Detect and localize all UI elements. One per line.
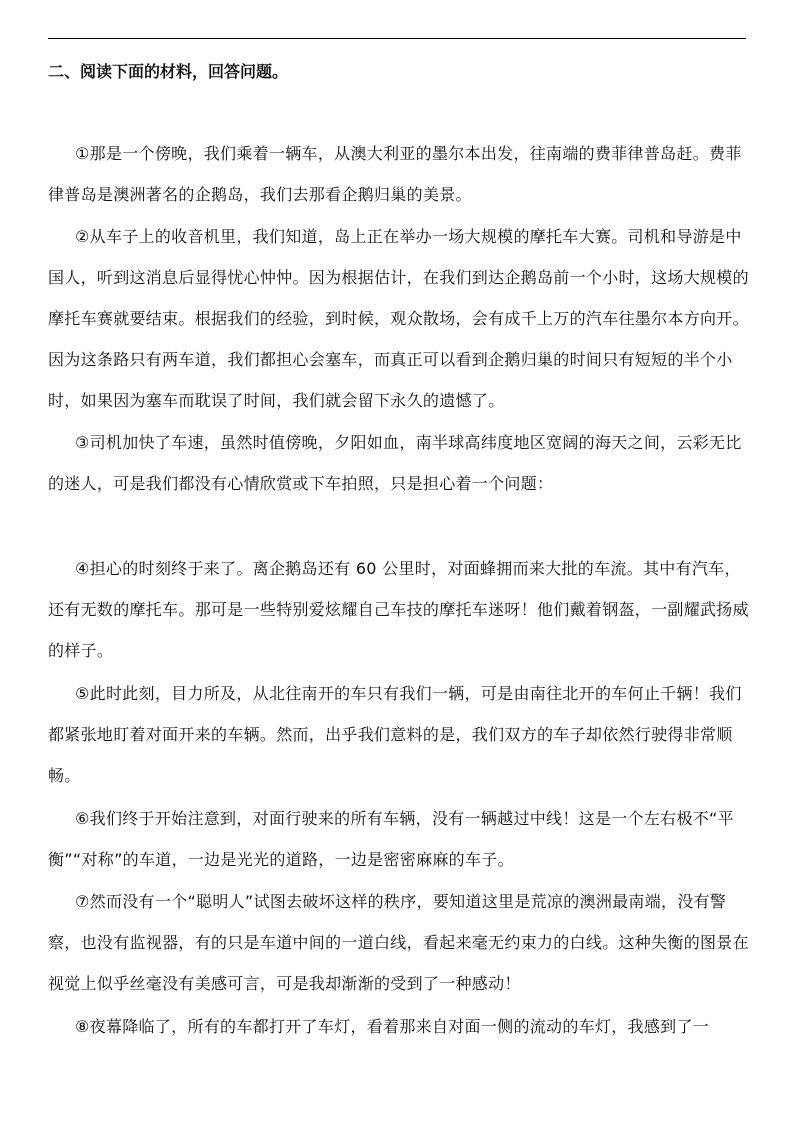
section-title: 二、阅读下面的材料，回答问题。 [48,62,289,81]
paragraph-3: ③司机加快了车速，虽然时值傍晚，夕阳如血，南半球高纬度地区宽阔的海天之间，云彩无比的迷人，可是我们都没有心情欣赏或下车拍照，只是担心着一个问题： [48,433,742,493]
header-rule [48,38,746,39]
paragraph-6: ⑥我们终于开始注意到，对面行驶来的所有车辆，没有一辆越过中线！这是一个左右极不“平衡”“对称”的车道，一边是光光的道路，一边是密密麻麻的车子。 [48,809,734,869]
paragraph-7: ⑦然而没有一个“聪明人”试图去破坏这样的秩序，要知道这里是荒凉的澳洲最南端，没有警察，也没有监视器，有的只是车道中间的一道白线，看起来毫无约束力的白线。这种失衡的图景在视觉上似乎丝毫没有美感可言，可是我却渐渐的受到了一种感动！ [48,892,749,993]
paragraph-8: ⑧夜幕降临了，所有的车都打开了车灯，看着那来自对面一侧的流动的车灯，我感到了一 [75,1017,710,1036]
paragraph-4: ④担心的时刻终于来了。离企鹅岛还有 60 公里时，对面蜂拥而来大批的车流。其中有汽车，还有无数的摩托车。那可是一些特别爱炫耀自己车技的摩托车迷呀！他们戴着钢盔，一副耀武扬威的样子。 [48,559,749,660]
paragraph-5: ⑤此时此刻，目力所及，从北往南开的车只有我们一辆，可是由南往北开的车何止千辆！我们都紧张地盯着对面开来的车辆。然而，出乎我们意料的是，我们双方的车子却依然行驶得非常顺畅。 [48,684,742,785]
paragraph-1: ①那是一个傍晚，我们乘着一辆车，从澳大利亚的墨尔本出发，往南端的费菲律普岛赶。费菲律普岛是澳洲著名的企鹅岛，我们去那看企鹅归巢的美景。 [48,144,742,204]
paragraph-2: ②从车子上的收音机里，我们知道，岛上正在举办一场大规模的摩托车大赛。司机和导游是中国人，听到这消息后显得忧心忡忡。因为根据估计，在我们到达企鹅岛前一个小时，这场大规模的摩托车赛就要结束。根据我们的经验，到时候，观众散场，会有成千上万的汽车往墨尔本方向开。因为这条路只有两车道，我们都担心会塞车，而真正可以看到企鹅归巢的时间只有短短的半个小时，如果因为塞车而耽误了时间，我们就会留下永久的遗憾了。 [48,227,749,410]
